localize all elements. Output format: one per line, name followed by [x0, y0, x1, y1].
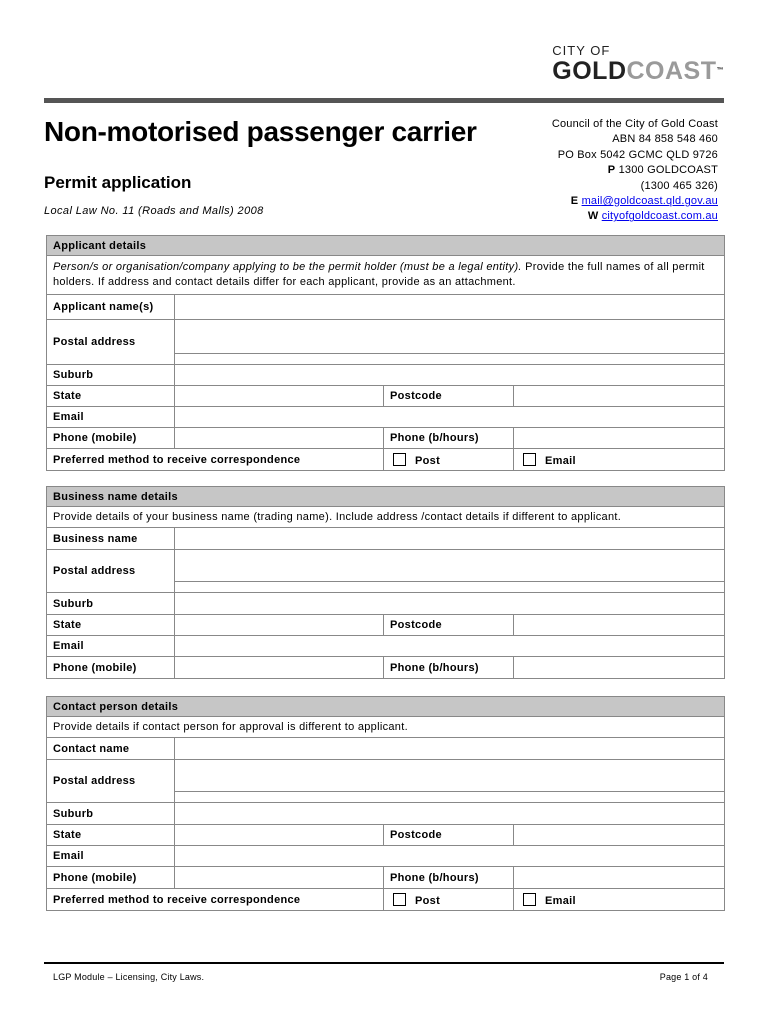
logo-coast: COAST	[626, 57, 717, 85]
applicant-desc-rest: Provide the full names of all permit holders. If address and contact details differ for each applicant, provide as an attachment.	[53, 261, 705, 288]
applicant-heading: Applicant details	[47, 236, 725, 256]
email-option-label: Email	[545, 894, 576, 907]
council-email-link[interactable]: mail@goldcoast.qld.gov.au	[581, 195, 718, 208]
page-title: Non-motorised passenger carrier	[44, 116, 477, 147]
applicant-state-label: State	[47, 386, 175, 407]
council-web-link[interactable]: cityofgoldcoast.com.au	[601, 210, 718, 223]
email-option-label: Email	[545, 454, 576, 467]
logo-gold: GOLD	[552, 57, 627, 85]
business-description: Provide details of your business name (trading name). Include address /contact details if different to applicant.	[47, 507, 725, 528]
applicant-desc-italic: Person/s or organisation/company applying to be the permit holder (must be a legal entity).	[53, 261, 522, 273]
local-law-reference: Local Law No. 11 (Roads and Malls) 2008	[44, 205, 264, 217]
business-name-label: Business name	[47, 528, 175, 550]
contact-phone-mobile-label: Phone (mobile)	[47, 867, 175, 889]
logo-trademark: ™	[716, 67, 724, 74]
business-suburb-label: Suburb	[47, 593, 175, 615]
business-suburb-field[interactable]	[175, 593, 725, 615]
business-phone-mobile-label: Phone (mobile)	[47, 657, 175, 679]
contact-email-label: Email	[47, 846, 175, 867]
email-checkbox[interactable]	[523, 893, 536, 906]
contact-post-option[interactable]	[384, 889, 514, 911]
business-name-field[interactable]	[175, 528, 725, 550]
contact-postal-label: Postal address	[47, 760, 175, 803]
contact-phone-mobile-field[interactable]	[175, 867, 384, 889]
header-rule	[44, 98, 724, 103]
council-phone-line	[552, 163, 718, 178]
applicant-preferred-label: Preferred method to receive correspondence	[47, 449, 384, 471]
business-phone-bh-field[interactable]	[514, 657, 725, 679]
applicant-postcode-field[interactable]	[514, 386, 725, 407]
applicant-phone-mobile-field[interactable]	[175, 428, 384, 449]
business-postal-field[interactable]	[175, 550, 725, 593]
contact-email-field[interactable]	[175, 846, 725, 867]
logo-wordmark	[552, 58, 724, 84]
business-postcode-label: Postcode	[384, 615, 514, 636]
applicant-postal-field[interactable]	[175, 320, 725, 365]
applicant-post-option[interactable]	[384, 449, 514, 471]
council-abn: ABN 84 858 548 460	[612, 133, 718, 146]
council-contact-block	[552, 117, 718, 225]
contact-name-field[interactable]	[175, 738, 725, 760]
council-name: Council of the City of Gold Coast	[551, 118, 718, 130]
contact-description: Provide details if contact person for approval is different to applicant.	[47, 717, 725, 738]
page-subtitle: Permit application	[44, 173, 192, 192]
applicant-postal-label: Postal address	[47, 320, 175, 365]
business-state-field[interactable]	[175, 615, 384, 636]
applicant-details-section	[46, 235, 725, 471]
business-email-field[interactable]	[175, 636, 725, 657]
contact-heading: Contact person details	[47, 697, 725, 717]
logo-city-of: CITY OF	[552, 43, 611, 58]
contact-state-label: State	[47, 825, 175, 846]
business-postal-label: Postal address	[47, 550, 175, 593]
business-state-label: State	[47, 615, 175, 636]
contact-postal-field[interactable]	[175, 760, 725, 803]
applicant-suburb-label: Suburb	[47, 365, 175, 386]
phone-label: P	[607, 164, 616, 177]
contact-suburb-field[interactable]	[175, 803, 725, 825]
footer-module: LGP Module – Licensing, City Laws.	[53, 972, 205, 982]
applicant-phone-bh-field[interactable]	[514, 428, 725, 449]
applicant-description	[47, 256, 725, 295]
council-phone-alt: (1300 465 326)	[640, 179, 718, 192]
footer-rule	[44, 962, 724, 964]
applicant-email-option[interactable]	[514, 449, 725, 471]
contact-postcode-field[interactable]	[514, 825, 725, 846]
contact-details-section	[46, 696, 725, 911]
email-checkbox[interactable]	[523, 453, 536, 466]
email-label: E	[570, 195, 579, 208]
applicant-suburb-field[interactable]	[175, 365, 725, 386]
business-phone-bh-label: Phone (b/hours)	[384, 657, 514, 679]
council-phone: 1300 GOLDCOAST	[618, 164, 718, 177]
applicant-phone-mobile-label: Phone (mobile)	[47, 428, 175, 449]
contact-email-option[interactable]	[514, 889, 725, 911]
post-option-label: Post	[415, 454, 441, 467]
applicant-email-label: Email	[47, 407, 175, 428]
contact-preferred-label: Preferred method to receive correspondence	[47, 889, 384, 911]
contact-state-field[interactable]	[175, 825, 384, 846]
post-option-label: Post	[415, 894, 441, 907]
contact-name-label: Contact name	[47, 738, 175, 760]
applicant-name-label: Applicant name(s)	[47, 295, 175, 320]
council-email-line	[552, 194, 718, 209]
footer-page-number: Page 1 of 4	[659, 972, 708, 982]
council-web-line	[552, 209, 718, 224]
applicant-email-field[interactable]	[175, 407, 725, 428]
applicant-state-field[interactable]	[175, 386, 384, 407]
web-label: W	[587, 210, 599, 223]
applicant-phone-bh-label: Phone (b/hours)	[384, 428, 514, 449]
post-checkbox[interactable]	[393, 453, 406, 466]
contact-phone-bh-label: Phone (b/hours)	[384, 867, 514, 889]
business-details-section	[46, 486, 725, 679]
city-of-gold-coast-logo	[552, 44, 724, 84]
business-email-label: Email	[47, 636, 175, 657]
business-heading: Business name details	[47, 487, 725, 507]
contact-suburb-label: Suburb	[47, 803, 175, 825]
contact-phone-bh-field[interactable]	[514, 867, 725, 889]
council-po-box: PO Box 5042 GCMC QLD 9726	[557, 148, 718, 161]
post-checkbox[interactable]	[393, 893, 406, 906]
applicant-name-field[interactable]	[175, 295, 725, 320]
business-phone-mobile-field[interactable]	[175, 657, 384, 679]
business-postcode-field[interactable]	[514, 615, 725, 636]
applicant-postcode-label: Postcode	[384, 386, 514, 407]
contact-postcode-label: Postcode	[384, 825, 514, 846]
